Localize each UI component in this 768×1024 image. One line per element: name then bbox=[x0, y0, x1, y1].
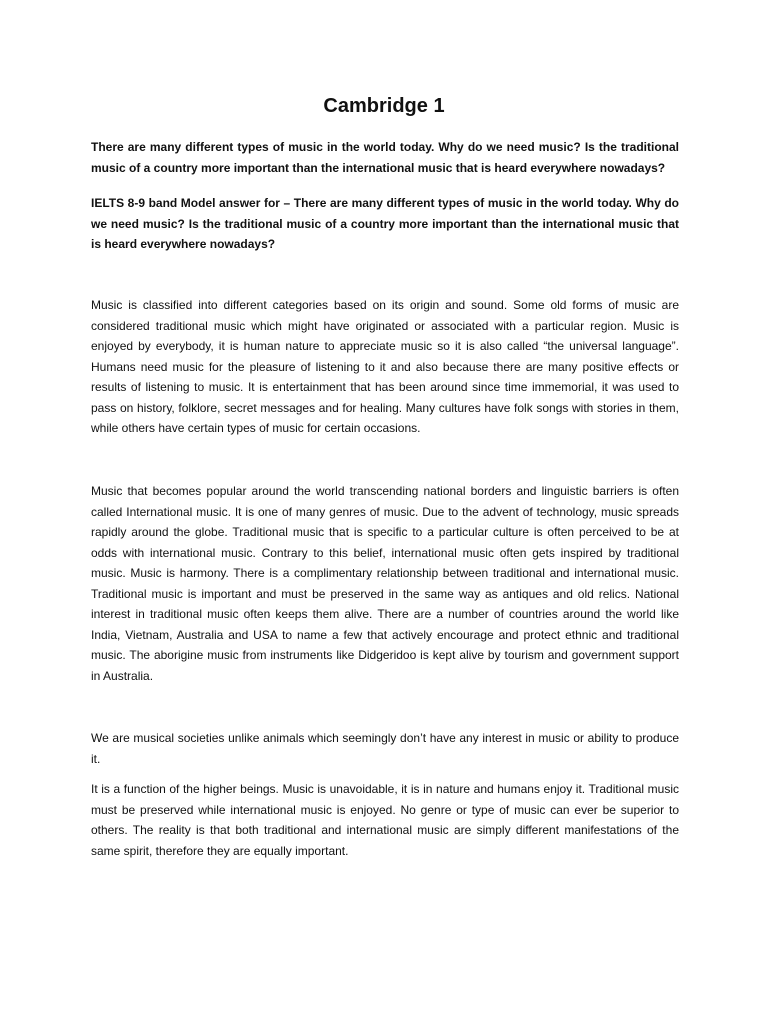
paragraph-2: Music that becomes popular around the world transcending national borders and linguistic barriers is often called International music. It is one of many genres of music. Due to the advent of technology, music spreads rapidly around the globe. Traditional music that is specific to a particular culture is often perceived to be at odds with international music. Contrary to this belief, international music often gets inspired by traditional music. Music is harmony. There is a complimentary relationship between traditional and international music. Traditional music is important and must be preserved in the same way as antiques and old relics. National interest in traditional music often keeps them alive. There are a number of countries around the world like India, Vietnam, Australia and USA to name a few that actively encourage and protect ethnic and traditional music. The aborigine music from instruments like Didgeridoo is kept alive by tourism and government support in Australia. bbox=[91, 484, 679, 683]
paragraph-1: Music is classified into different categories based on its origin and sound. Some old forms of music are considered traditional music which might have originated or associated with a particular region. Music is enjoyed by everybody, it is human nature to appreciate music so it is also called “the universal language”. Humans need music for the pleasure of listening to it and also because there are many positive effects or results of listening to music. It is entertainment that has been around since time immemorial, it was used to pass on history, folklore, secret messages and for healing. Many cultures have folk songs with stories in them, while others have certain types of music for certain occasions. bbox=[91, 298, 679, 435]
essay-question: There are many different types of music in the world today. Why do we need music? Is the traditional music of a country more important than the international music that is heard everywhere nowadays? bbox=[91, 140, 679, 175]
page-title: Cambridge 1 bbox=[323, 95, 445, 117]
model-answer-heading: IELTS 8-9 band Model answer for – There are many different types of music in the world today. Why do we need music? Is the traditional music of a country more important than the international music that is heard everywhere nowadays? bbox=[91, 196, 679, 251]
paragraph-4: It is a function of the higher beings. Music is unavoidable, it is in nature and humans enjoy it. Traditional music must be preserved while international music is enjoyed. No genre or type of music can ever be superior to others. The reality is that both traditional and international music are simply different manifestations of the same spirit, therefore they are equally important. bbox=[91, 782, 679, 858]
paragraph-3: We are musical societies unlike animals which seemingly don’t have any interest in music or ability to produce it. bbox=[91, 731, 679, 766]
